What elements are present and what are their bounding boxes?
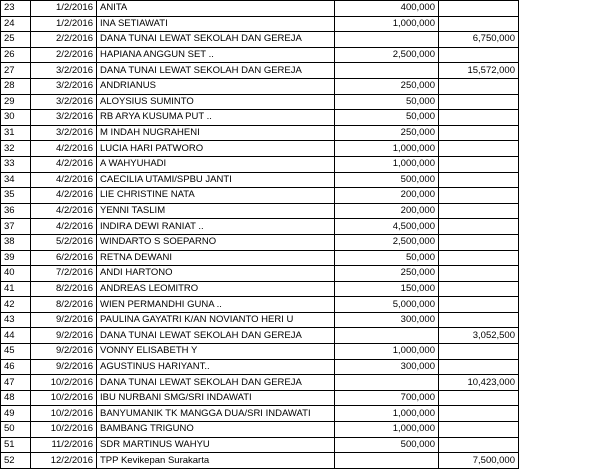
row-number-cell: 33 <box>1 156 31 172</box>
transfer-amount-cell <box>439 156 519 172</box>
name-cell: HAPIANA ANGGUN SET .. <box>97 47 335 63</box>
empty-cell <box>519 47 600 63</box>
table-row <box>1 390 600 406</box>
row-number-cell: 40 <box>1 266 31 282</box>
name-cell: RB ARYA KUSUMA PUT .. <box>97 110 335 126</box>
date-cell: 3/2/2016 <box>31 94 97 110</box>
table-row <box>1 16 600 32</box>
amount-cell: 1,000,000 <box>335 344 439 360</box>
table-row <box>1 1 600 17</box>
amount-cell: 1,000,000 <box>335 16 439 32</box>
date-cell: 3/2/2016 <box>31 78 97 94</box>
empty-cell <box>519 344 600 360</box>
date-cell: 5/2/2016 <box>31 234 97 250</box>
amount-cell: 500,000 <box>335 172 439 188</box>
row-number-cell: 39 <box>1 250 31 266</box>
table-row <box>1 125 600 141</box>
date-cell: 8/2/2016 <box>31 297 97 313</box>
empty-cell <box>519 141 600 157</box>
amount-cell: 150,000 <box>335 281 439 297</box>
transfer-amount-cell <box>439 437 519 453</box>
transfer-amount-cell <box>439 266 519 282</box>
transfer-amount-cell <box>439 110 519 126</box>
empty-cell <box>519 297 600 313</box>
name-cell: AGUSTINUS HARIYANT.. <box>97 359 335 375</box>
transfer-amount-cell <box>439 141 519 157</box>
date-cell: 10/2/2016 <box>31 375 97 391</box>
amount-cell: 250,000 <box>335 125 439 141</box>
empty-cell <box>519 125 600 141</box>
row-number-cell: 32 <box>1 141 31 157</box>
amount-cell: 400,000 <box>335 1 439 17</box>
name-cell: WIEN PERMANDHI GUNA .. <box>97 297 335 313</box>
table-row <box>1 188 600 204</box>
empty-cell <box>519 156 600 172</box>
empty-cell <box>519 188 600 204</box>
empty-cell <box>519 234 600 250</box>
table-row <box>1 156 600 172</box>
table-row <box>1 110 600 126</box>
name-cell: ANDI HARTONO <box>97 266 335 282</box>
amount-cell: 300,000 <box>335 359 439 375</box>
date-cell: 8/2/2016 <box>31 281 97 297</box>
date-cell: 1/2/2016 <box>31 16 97 32</box>
table-row <box>1 453 600 469</box>
transfer-amount-cell <box>439 312 519 328</box>
name-cell: DANA TUNAI LEWAT SEKOLAH DAN GEREJA <box>97 63 335 79</box>
transfer-amount-cell <box>439 78 519 94</box>
amount-cell: 1,000,000 <box>335 422 439 438</box>
table-row <box>1 406 600 422</box>
date-cell: 4/2/2016 <box>31 188 97 204</box>
date-cell: 3/2/2016 <box>31 63 97 79</box>
transfer-amount-cell <box>439 297 519 313</box>
table-row <box>1 32 600 48</box>
table-row <box>1 78 600 94</box>
date-cell: 4/2/2016 <box>31 172 97 188</box>
empty-cell <box>519 328 600 344</box>
transfer-amount-cell <box>439 94 519 110</box>
transfer-amount-cell: 10,423,000 <box>439 375 519 391</box>
transfer-amount-cell <box>439 281 519 297</box>
table-row <box>1 203 600 219</box>
transfer-amount-cell <box>439 47 519 63</box>
date-cell: 10/2/2016 <box>31 422 97 438</box>
row-number-cell: 35 <box>1 188 31 204</box>
table-row <box>1 375 600 391</box>
transfer-amount-cell <box>439 422 519 438</box>
name-cell: ALOYSIUS SUMINTO <box>97 94 335 110</box>
date-cell: 9/2/2016 <box>31 359 97 375</box>
amount-cell: 250,000 <box>335 266 439 282</box>
empty-cell <box>519 32 600 48</box>
transfer-amount-cell <box>439 16 519 32</box>
table-row <box>1 312 600 328</box>
amount-cell: 1,000,000 <box>335 156 439 172</box>
row-number-cell: 23 <box>1 1 31 17</box>
empty-cell <box>519 281 600 297</box>
row-number-cell: 24 <box>1 16 31 32</box>
row-number-cell: 43 <box>1 312 31 328</box>
table-row <box>1 328 600 344</box>
date-cell: 6/2/2016 <box>31 250 97 266</box>
table-row <box>1 437 600 453</box>
empty-cell <box>519 63 600 79</box>
row-number-cell: 28 <box>1 78 31 94</box>
transfer-amount-cell <box>439 1 519 17</box>
amount-cell: 500,000 <box>335 437 439 453</box>
row-number-cell: 44 <box>1 328 31 344</box>
empty-cell <box>519 375 600 391</box>
amount-cell: 250,000 <box>335 78 439 94</box>
name-cell: CAECILIA UTAMI/SPBU JANTI <box>97 172 335 188</box>
date-cell: 12/2/2016 <box>31 453 97 469</box>
empty-cell <box>519 266 600 282</box>
row-number-cell: 50 <box>1 422 31 438</box>
row-number-cell: 41 <box>1 281 31 297</box>
row-number-cell: 45 <box>1 344 31 360</box>
empty-cell <box>519 437 600 453</box>
table-row <box>1 297 600 313</box>
name-cell: DANA TUNAI LEWAT SEKOLAH DAN GEREJA <box>97 375 335 391</box>
date-cell: 4/2/2016 <box>31 141 97 157</box>
table-row <box>1 63 600 79</box>
empty-cell <box>519 172 600 188</box>
empty-cell <box>519 78 600 94</box>
name-cell: A WAHYUHADI <box>97 156 335 172</box>
date-cell: 9/2/2016 <box>31 328 97 344</box>
empty-cell <box>519 203 600 219</box>
empty-cell <box>519 250 600 266</box>
transfer-amount-cell <box>439 344 519 360</box>
amount-cell <box>335 32 439 48</box>
transfer-amount-cell <box>439 250 519 266</box>
empty-cell <box>519 1 600 17</box>
row-number-cell: 26 <box>1 47 31 63</box>
date-cell: 2/2/2016 <box>31 32 97 48</box>
row-number-cell: 36 <box>1 203 31 219</box>
row-number-cell: 25 <box>1 32 31 48</box>
row-number-cell: 52 <box>1 453 31 469</box>
name-cell: SDR MARTINUS WAHYU <box>97 437 335 453</box>
transfer-amount-cell <box>439 125 519 141</box>
name-cell: ANDREAS LEOMITRO <box>97 281 335 297</box>
name-cell: LIE CHRISTINE NATA <box>97 188 335 204</box>
empty-cell <box>519 406 600 422</box>
row-number-cell: 42 <box>1 297 31 313</box>
table-row <box>1 219 600 235</box>
table-row <box>1 359 600 375</box>
name-cell: BANYUMANIK TK MANGGA DUA/SRI INDAWATI <box>97 406 335 422</box>
table-row <box>1 47 600 63</box>
date-cell: 11/2/2016 <box>31 437 97 453</box>
amount-cell <box>335 328 439 344</box>
date-cell: 4/2/2016 <box>31 156 97 172</box>
amount-cell: 200,000 <box>335 188 439 204</box>
date-cell: 4/2/2016 <box>31 203 97 219</box>
row-number-cell: 49 <box>1 406 31 422</box>
name-cell: RETNA DEWANI <box>97 250 335 266</box>
empty-cell <box>519 359 600 375</box>
row-number-cell: 30 <box>1 110 31 126</box>
empty-cell <box>519 219 600 235</box>
amount-cell: 50,000 <box>335 250 439 266</box>
date-cell: 3/2/2016 <box>31 125 97 141</box>
date-cell: 9/2/2016 <box>31 312 97 328</box>
row-number-cell: 34 <box>1 172 31 188</box>
amount-cell: 2,500,000 <box>335 234 439 250</box>
name-cell: IBU NURBANI SMG/SRI INDAWATI <box>97 390 335 406</box>
row-number-cell: 37 <box>1 219 31 235</box>
row-number-cell: 47 <box>1 375 31 391</box>
name-cell: DANA TUNAI LEWAT SEKOLAH DAN GEREJA <box>97 328 335 344</box>
row-number-cell: 38 <box>1 234 31 250</box>
transfer-amount-cell <box>439 359 519 375</box>
table-row <box>1 266 600 282</box>
empty-cell <box>519 110 600 126</box>
table-row <box>1 172 600 188</box>
empty-cell <box>519 312 600 328</box>
transfer-amount-cell <box>439 203 519 219</box>
name-cell: M INDAH NUGRAHENI <box>97 125 335 141</box>
name-cell: VONNY ELISABETH Y <box>97 344 335 360</box>
amount-cell: 200,000 <box>335 203 439 219</box>
date-cell: 9/2/2016 <box>31 344 97 360</box>
table-row <box>1 281 600 297</box>
name-cell: INA SETIAWATI <box>97 16 335 32</box>
name-cell: INDIRA DEWI RANIAT .. <box>97 219 335 235</box>
date-cell: 2/2/2016 <box>31 47 97 63</box>
name-cell: WINDARTO S SOEPARNO <box>97 234 335 250</box>
amount-cell <box>335 63 439 79</box>
row-number-cell: 48 <box>1 390 31 406</box>
empty-cell <box>519 16 600 32</box>
transfer-amount-cell <box>439 188 519 204</box>
name-cell: TPP Kevikepan Surakarta <box>97 453 335 469</box>
table-row <box>1 94 600 110</box>
amount-cell <box>335 375 439 391</box>
transfer-amount-cell <box>439 172 519 188</box>
amount-cell: 1,000,000 <box>335 406 439 422</box>
amount-cell: 300,000 <box>335 312 439 328</box>
name-cell: BAMBANG TRIGUNO <box>97 422 335 438</box>
date-cell: 4/2/2016 <box>31 219 97 235</box>
empty-cell <box>519 390 600 406</box>
table-row <box>1 250 600 266</box>
row-number-cell: 46 <box>1 359 31 375</box>
transfer-amount-cell: 6,750,000 <box>439 32 519 48</box>
amount-cell: 2,500,000 <box>335 47 439 63</box>
table-row <box>1 422 600 438</box>
amount-cell <box>335 453 439 469</box>
name-cell: LUCIA HARI PATWORO <box>97 141 335 157</box>
date-cell: 7/2/2016 <box>31 266 97 282</box>
date-cell: 10/2/2016 <box>31 390 97 406</box>
row-number-cell: 29 <box>1 94 31 110</box>
transfer-amount-cell <box>439 406 519 422</box>
ledger-body <box>1 1 600 469</box>
row-number-cell: 31 <box>1 125 31 141</box>
amount-cell: 50,000 <box>335 110 439 126</box>
name-cell: ANITA <box>97 1 335 17</box>
table-row <box>1 344 600 360</box>
amount-cell: 4,500,000 <box>335 219 439 235</box>
table-row <box>1 234 600 250</box>
transfer-amount-cell <box>439 219 519 235</box>
empty-cell <box>519 453 600 469</box>
transfer-amount-cell: 15,572,000 <box>439 63 519 79</box>
name-cell: YENNI TASLIM <box>97 203 335 219</box>
date-cell: 1/2/2016 <box>31 1 97 17</box>
name-cell: DANA TUNAI LEWAT SEKOLAH DAN GEREJA <box>97 32 335 48</box>
amount-cell: 1,000,000 <box>335 141 439 157</box>
empty-cell <box>519 422 600 438</box>
name-cell: ANDRIANUS <box>97 78 335 94</box>
amount-cell: 50,000 <box>335 94 439 110</box>
transfer-amount-cell <box>439 234 519 250</box>
amount-cell: 700,000 <box>335 390 439 406</box>
table-row <box>1 141 600 157</box>
transfer-amount-cell: 3,052,500 <box>439 328 519 344</box>
empty-cell <box>519 94 600 110</box>
date-cell: 10/2/2016 <box>31 406 97 422</box>
transfer-amount-cell: 7,500,000 <box>439 453 519 469</box>
transfer-amount-cell <box>439 390 519 406</box>
row-number-cell: 27 <box>1 63 31 79</box>
date-cell: 3/2/2016 <box>31 110 97 126</box>
name-cell: PAULINA GAYATRI K/AN NOVIANTO HERI U <box>97 312 335 328</box>
amount-cell: 5,000,000 <box>335 297 439 313</box>
row-number-cell: 51 <box>1 437 31 453</box>
